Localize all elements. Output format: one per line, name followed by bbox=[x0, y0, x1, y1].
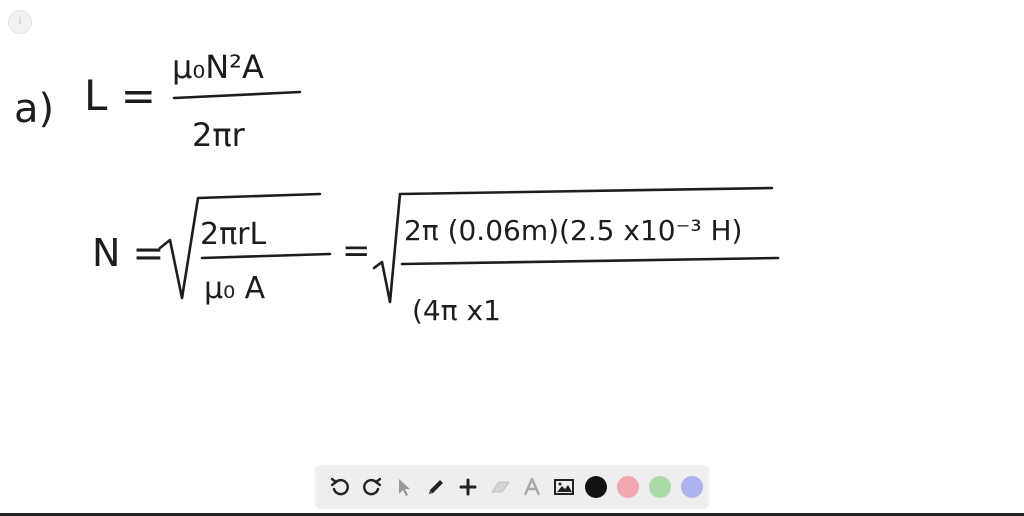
pointer-icon bbox=[393, 476, 415, 498]
eq2-inner-bar bbox=[202, 254, 330, 258]
redo-icon bbox=[361, 476, 383, 498]
color-blue-swatch[interactable] bbox=[681, 476, 703, 498]
text-tool-icon bbox=[521, 476, 543, 498]
part-label: a) bbox=[14, 86, 55, 132]
undo-button[interactable] bbox=[324, 471, 356, 503]
plus-icon bbox=[457, 476, 479, 498]
eq2-sub-denominator: (4π x1 bbox=[412, 294, 501, 327]
drawing-toolbar bbox=[316, 466, 708, 508]
color-green-swatch[interactable] bbox=[649, 476, 671, 498]
eq2-sub-numerator: 2π (0.06m)(2.5 x10⁻³ H) bbox=[404, 214, 743, 247]
eq2-lhs: N = bbox=[92, 231, 165, 275]
image-icon bbox=[553, 476, 575, 498]
eq1-denominator: 2πr bbox=[192, 116, 245, 154]
eq2-sub-bar bbox=[402, 258, 778, 264]
eq2-inner-numerator: 2πrL bbox=[200, 217, 267, 252]
image-button[interactable] bbox=[548, 471, 580, 503]
text-tool-button[interactable] bbox=[516, 471, 548, 503]
eraser-icon bbox=[489, 476, 511, 498]
pencil-icon bbox=[425, 476, 447, 498]
eq1-numerator: μ₀N²A bbox=[172, 48, 264, 86]
corner-indicator: i bbox=[8, 10, 32, 34]
eq1-fraction-bar bbox=[174, 92, 300, 98]
color-black-swatch[interactable] bbox=[585, 476, 607, 498]
color-red-swatch[interactable] bbox=[617, 476, 639, 498]
plus-button[interactable] bbox=[452, 471, 484, 503]
eq2-equals: = bbox=[342, 231, 371, 271]
eq1-lhs: L = bbox=[84, 71, 156, 120]
eq2-inner-denominator: μ₀ A bbox=[204, 271, 266, 306]
pointer-button[interactable] bbox=[388, 471, 420, 503]
eraser-button[interactable] bbox=[484, 471, 516, 503]
undo-icon bbox=[329, 476, 351, 498]
pencil-button[interactable] bbox=[420, 471, 452, 503]
redo-button[interactable] bbox=[356, 471, 388, 503]
